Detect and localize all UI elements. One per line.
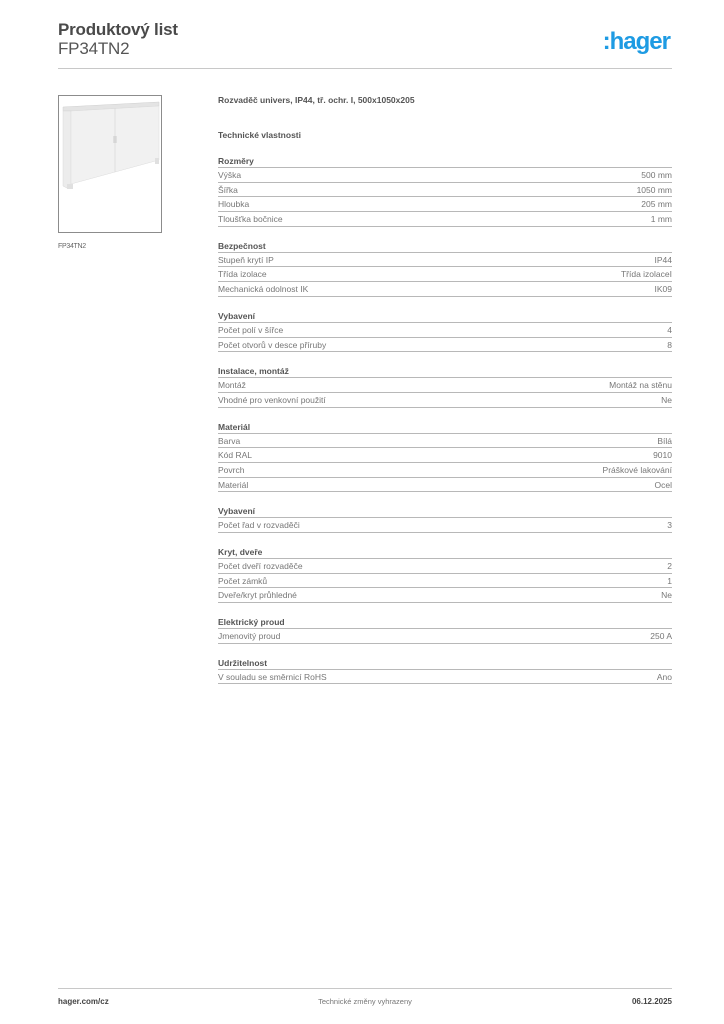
section-title: Bezpečnost [218,240,672,253]
spec-label: Šířka [218,184,238,195]
product-description: Rozvaděč univers, IP44, tř. ochr. I, 500x1050x205 [218,95,415,105]
spec-label: Jmenovitý proud [218,631,281,642]
spec-label: Tloušťka bočnice [218,214,283,225]
spec-value: Ne [661,394,672,405]
section-title: Vybavení [218,310,672,323]
footer-notice: Technické změny vyhrazeny [318,997,412,1006]
spec-value: 9010 [653,450,672,461]
spec-value: 2 [667,561,672,571]
footer-divider [58,988,672,989]
header-divider [58,68,672,69]
spec-value: Práškové lakování [602,464,672,475]
section-title: Kryt, dveře [218,546,672,559]
spec-value: IP44 [654,254,672,265]
spec-value: Ano [656,671,672,682]
spec-value: 3 [667,520,672,531]
spec-value: 500 mm [641,170,672,180]
section-title: Udržitelnost [218,657,672,670]
spec-row [218,629,672,644]
spec-label: Povrch [218,464,245,475]
spec-label: Vhodné pro venkovní použití [218,394,326,405]
spec-value: IK09 [654,284,672,295]
spec-row [218,212,672,227]
spec-row [218,282,672,297]
spec-value: Montáž na stěnu [609,380,672,391]
section-electric-current [218,616,672,644]
product-code: FP34TN2 [58,39,130,58]
section-title: Instalace, montáž [218,365,672,378]
website-link[interactable]: hager.com/cz [58,997,109,1006]
section-title: Rozměry [218,155,672,168]
spec-value: 1 [667,575,672,586]
section-dimensions [218,155,672,227]
spec-value: 1 mm [650,214,672,225]
spec-label: Hloubka [218,199,250,210]
spec-value: Ocel [654,479,672,490]
spec-row [218,434,672,449]
section-title: Materiál [218,421,672,434]
spec-label: Výška [218,170,242,180]
spec-row [218,393,672,408]
spec-row [218,197,672,212]
section-equipment [218,310,672,352]
spec-row [218,253,672,268]
spec-label: Mechanická odolnost IK [218,284,309,295]
page-header [58,20,672,70]
spec-label: Počet polí v šířce [218,324,284,335]
spec-row [218,478,672,493]
spec-row [218,267,672,282]
footer-date: 06.12.2025 [631,997,672,1006]
spec-content [218,94,672,684]
technical-properties-heading: Technické vlastnosti [218,130,301,140]
spec-label: Počet zámků [218,575,268,586]
spec-row [218,559,672,574]
spec-label: Materiál [218,479,249,490]
image-caption: FP34TN2 [58,243,86,250]
spec-row [218,378,672,393]
page-title: Produktový list [58,20,178,39]
spec-value: 1050 mm [636,184,672,195]
section-sustainability [218,657,672,685]
product-image [58,95,162,233]
spec-label: Počet otvorů v desce příruby [218,339,327,350]
page-footer [58,997,672,1009]
section-equipment-2 [218,505,672,533]
section-title: Vybavení [218,505,672,518]
spec-value: 205 mm [641,199,672,210]
spec-label: V souladu se směrnicí RoHS [218,671,327,682]
section-material [218,421,672,493]
hager-logo: :hager [602,28,670,55]
spec-value: 4 [667,324,672,335]
spec-row [218,168,672,183]
spec-row [218,670,672,685]
section-safety [218,240,672,297]
spec-row [218,323,672,338]
section-cover-doors [218,546,672,603]
spec-label: Počet dveří rozvaděče [218,561,303,571]
spec-row [218,183,672,198]
spec-row [218,574,672,589]
spec-value: 250 A [650,631,672,642]
spec-value: Ne [661,590,672,601]
spec-label: Barva [218,435,241,446]
spec-row [218,338,672,353]
section-installation [218,365,672,407]
spec-value: Třída izolaceI [620,269,672,280]
spec-label: Montáž [218,380,246,391]
spec-value: Bílá [657,435,672,446]
section-title: Elektrický proud [218,616,672,629]
spec-label: Třída izolace [218,269,267,280]
spec-row [218,588,672,603]
spec-label: Dveře/kryt průhledné [218,590,297,601]
spec-value: 8 [667,339,672,350]
spec-label: Kód RAL [218,450,253,461]
spec-label: Počet řad v rozvaděči [218,520,300,531]
cabinet-illustration-icon [59,96,162,233]
spec-row [218,448,672,463]
spec-row [218,518,672,533]
spec-label: Stupeň krytí IP [218,254,274,265]
spec-row [218,463,672,478]
